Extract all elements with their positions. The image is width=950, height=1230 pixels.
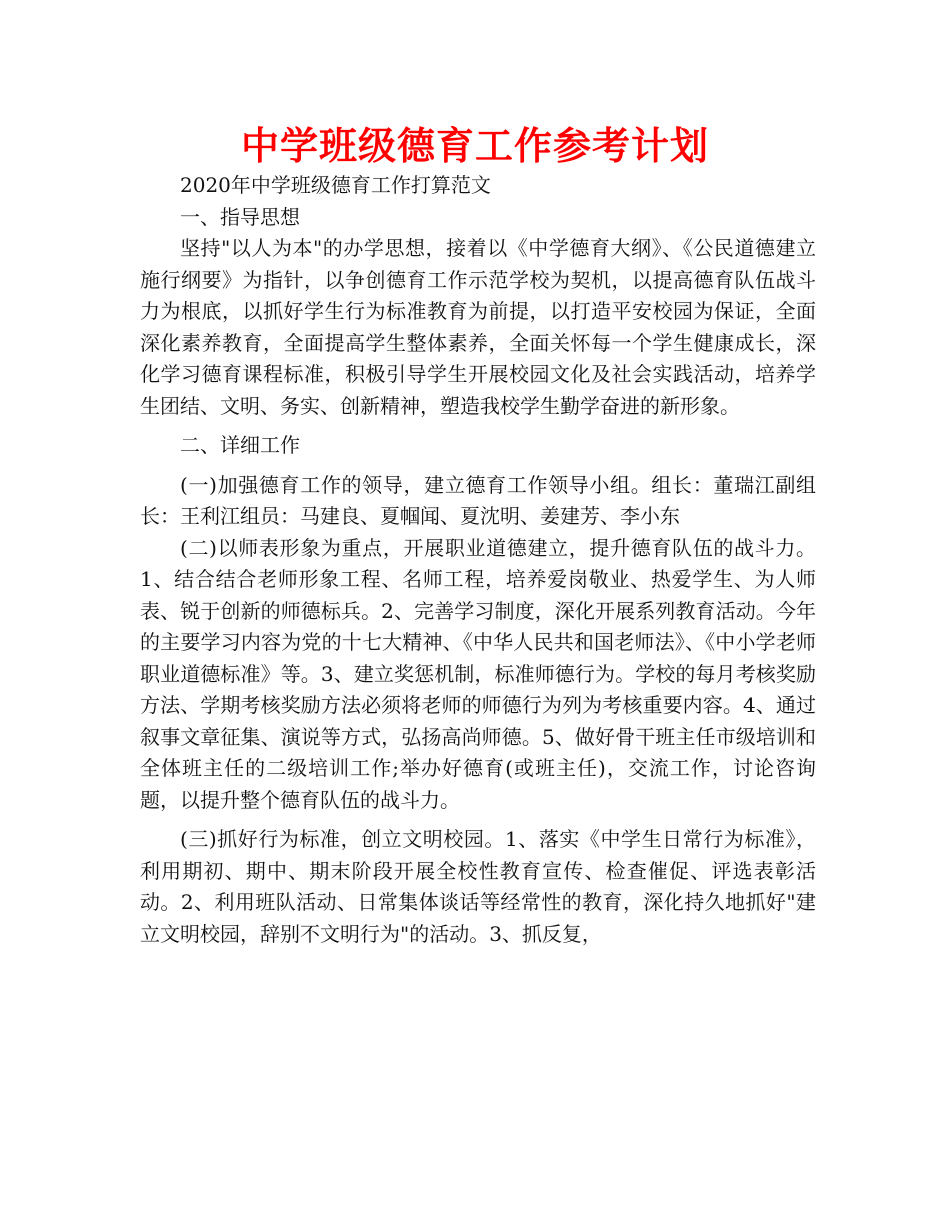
section-heading-guiding-thought: 一、指导思想 — [180, 204, 300, 229]
paragraph-guiding-thought: 坚持"以人为本"的办学思想，接着以《中学德育大纲》、《公民道德建立施行纲要》为指针，以争创德育工作示范学校为契机，以提高德育队伍战斗力为根底，以抓好学生行为标准教育为前提，以打造平安校园为保证，全面深化素养教育，全面提高学生整体素养，全面关怀每一个学生健康成长，深化学习德育课程标准，积极引导学生开展校园文化及社会实践活动，培养学生团结、文明、务实、创新精神，塑造我校学生勤学奋进的新形象。 — [140, 236, 816, 418]
subtitle-paragraph: 2020年中学班级德育工作打算范文 — [180, 173, 491, 197]
paragraph-teacher-ethics: (二)以师表形象为重点，开展职业道德建立，提升德育队伍的战斗力。1、结合结合老师形象工程、名师工程，培养爱岗敬业、热爱学生、为人师表、锐于创新的师德标兵。2、完善学习制度，深化开展系列教育活动。今年的主要学习内容为党的十七大精神、《中华人民共和国老师法》、《中小学老师职业道德标准》等。3、建立奖惩机制，标准师德行为。学校的每月考核奖励方法、学期考核奖励方法必须将老师的师德行为列为考核重要内容。4、通过叙事文章征集、演说等方式，弘扬高尚师德。5、做好骨干班主任市级培训和全体班主任的二级培训工作;举办好德育(或班主任)，交流工作，讨论咨询题，以提升整个德育队伍的战斗力。 — [140, 535, 816, 812]
paragraph-leadership-group: (一)加强德育工作的领导，建立德育工作领导小组。组长：董瑞江副组长：王利江组员：马建良、夏帼闻、夏沈明、姜建芳、李小东 — [140, 472, 816, 528]
document-body — [140, 170, 816, 950]
document-title: 中学班级德育工作参考计划 — [240, 123, 709, 168]
paragraph-behavior-standards: (三)抓好行为标准，创立文明校园。1、落实《中学生日常行为标准》，利用期初、期中、期末阶段开展全校性教育宣传、检查催促、评选表彰活动。2、利用班队活动、日常集体谈话等经常性的教育，深化持久地抓好"建立文明校园，辞别不文明行为"的活动。3、抓反复， — [140, 827, 816, 946]
section-heading-detailed-work: 二、详细工作 — [180, 433, 300, 457]
